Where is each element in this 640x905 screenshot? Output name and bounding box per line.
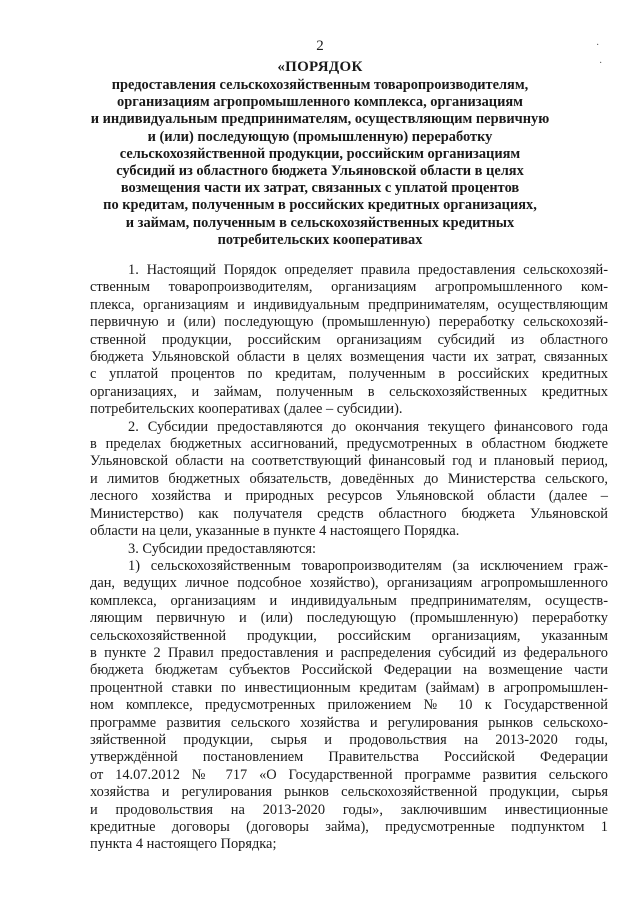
text-line: Министерство) как получателя средств областного бюджета Ульяновской: [90, 505, 608, 522]
text-line: в пункте 2 Правил предоставления и распределения субсидий из федерального: [90, 644, 608, 661]
text-line: в пределах бюджетных ассигнований, предусмотренных в областном бюджете: [90, 436, 608, 453]
subtitle-line: сельскохозяйственной продукции, российским организациям: [119, 145, 521, 162]
text-line: плекса, организациям и индивидуальным предпринимателям, осуществляющим: [90, 296, 608, 313]
subtitle-line: и (или) последующую (промышленную) переработку: [147, 128, 493, 145]
text-line: организациях, и займам, полученным в сельскохозяйственных кредитных: [90, 383, 608, 400]
subtitle-line: субсидий из областного бюджета Ульяновской области в целях: [116, 163, 524, 180]
subtitle-line: по кредитам, полученным в российских кредитных организациях,: [103, 197, 537, 214]
subtitle-line: потребительских кооперативах: [217, 231, 423, 248]
paragraph-1: [90, 262, 608, 419]
text-line: и продовольствия на 2013-2020 годы», заключившим инвестиционные: [90, 801, 608, 818]
text-line: с уплатой процентов по кредитам, полученным в российских кредитных: [90, 366, 608, 383]
text-line: 1. Настоящий Порядок определяет правила предоставления сельскохозяй-: [128, 262, 608, 278]
text-line: зяйственной продукции, сырья и продовольствия на 2013-2020 годы,: [90, 731, 608, 748]
text-line: Ульяновской области на соответствующий финансовый год и плановый период,: [90, 453, 608, 470]
text-line: лесного хозяйства и природных ресурсов Ульяновской области (далее –: [90, 488, 608, 505]
text-line: кредитные договоры (договоры займа), предусмотренные подпунктом 1: [90, 819, 608, 835]
text-line: и лимитов бюджетных обязательств, доведённых до Министерства сельского,: [90, 470, 608, 487]
text-line: утверждённой постановлением Правительства Российской Федерации: [90, 749, 608, 766]
text-line: дан, ведущих личное подсобное хозяйство), организациям агропромышленного: [90, 575, 608, 592]
text-line: ном комплексе, предусмотренных приложением № 10 к Государственной: [90, 697, 608, 714]
text-line: программе развития сельского хозяйства и регулирования рынков сельскохо-: [90, 714, 608, 731]
text-line: хозяйства и регулирования рынков сельскохозяйственной продукции, сырья: [90, 784, 608, 801]
paragraph-2: [90, 419, 608, 541]
text-line: пункта 4 настоящего Порядка;: [90, 836, 277, 853]
text-line: ственной продукции, российским организациям субсидий из областного: [90, 331, 608, 348]
text-line: от 14.07.2012 № 717 «О Государственной программе развития сельского: [90, 766, 608, 783]
text-line: ственным товаропроизводителям, организациям агропромышленного ком-: [90, 279, 608, 296]
subtitle-line: организациям агропромышленного комплекса, организациям: [117, 94, 523, 111]
subtitle-line: и индивидуальным предпринимателям, осуществляющим первичную: [90, 111, 550, 128]
text-line: сельскохозяйственной продукции, российским организациям, указанным: [90, 627, 608, 644]
paragraph-3-1: [90, 558, 608, 854]
subtitle-line: возмещения части их затрат, связанных с уплатой процентов: [120, 180, 520, 197]
text-line: 2. Субсидии предоставляются до окончания текущего финансового года: [128, 418, 608, 435]
text-line: бюджета Ульяновской области в целях возмещения части их затрат, связанных: [90, 349, 608, 366]
paragraph-3: [90, 541, 608, 558]
text-line: потребительских кооперативах (далее – субсидии).: [90, 401, 403, 418]
text-line: области на цели, указанные в пункте 4 настоящего Порядка.: [90, 523, 460, 540]
document-body: [90, 262, 608, 854]
scan-speck: ·: [599, 58, 603, 69]
text-line: бюджета бюджетам субъектов Российской Федерации на возмещение части: [90, 662, 608, 679]
scan-speck: ·: [596, 40, 600, 51]
text-line: комплекса, организациям и индивидуальным предпринимателям, осуществ-: [90, 592, 608, 609]
subtitle-line: и займам, полученным в сельскохозяйственных кредитных: [125, 214, 515, 231]
text-line: первичную и (или) последующую (промышленную) переработку сельскохозяй-: [90, 314, 608, 331]
text-line: процентной ставки по инвестиционным кредитам (займам) в агропромышлен-: [90, 679, 608, 696]
subtitle-line: предоставления сельскохозяйственным товаропроизводителям,: [111, 77, 529, 93]
text-line: ляющим первичную и (или) последующую (промышленную) переработку: [90, 610, 608, 627]
text-line: 3. Субсидии предоставляются:: [128, 540, 317, 557]
document-title: «ПОРЯДОК: [277, 59, 363, 75]
text-line: 1) сельскохозяйственным товаропроизводителям (за исключением граж-: [128, 557, 608, 574]
page-number: 2: [316, 38, 324, 54]
document-subtitle: [90, 77, 550, 249]
